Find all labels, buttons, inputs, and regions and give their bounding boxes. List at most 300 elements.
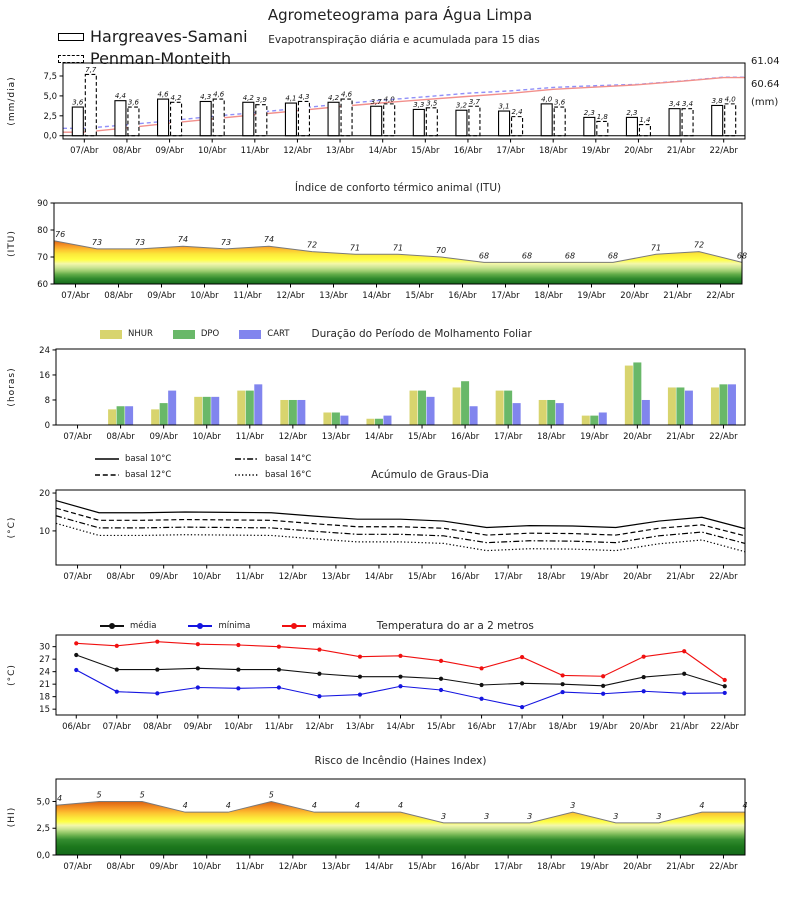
- x-tick-label: 16/Abr: [448, 291, 477, 301]
- y-tick-label: 60: [37, 280, 48, 290]
- penman-bar: [298, 101, 309, 135]
- média-marker: [723, 684, 727, 688]
- x-tick-label: 08/Abr: [104, 291, 133, 301]
- x-tick-label: 22/Abr: [709, 862, 738, 872]
- penman-bar: [725, 104, 736, 136]
- máxima-marker: [642, 655, 646, 659]
- x-tick-label: 22/Abr: [706, 291, 735, 301]
- point-value-label: 68: [521, 251, 533, 261]
- bar-value-label: 3,2: [455, 101, 468, 110]
- hargreaves-bar: [712, 105, 723, 135]
- x-tick-label: 18/Abr: [537, 862, 566, 872]
- x-tick-label: 13/Abr: [319, 291, 348, 301]
- cart-bar: [383, 416, 391, 425]
- y-tick-label: 18: [39, 692, 50, 703]
- média-marker: [561, 682, 565, 686]
- x-tick-label: 19/Abr: [580, 432, 609, 442]
- degree-day-line-dotted: [56, 523, 745, 551]
- y-tick-label: 70: [37, 253, 48, 263]
- média-marker: [601, 684, 605, 688]
- y-tick-label: 21: [39, 680, 50, 691]
- x-tick-label: 17/Abr: [493, 572, 523, 582]
- plot-border: [56, 349, 745, 425]
- x-tick-label: 09/Abr: [149, 432, 178, 442]
- dpo-bar: [117, 406, 125, 425]
- y-axis-label: (ITU): [7, 230, 17, 257]
- média-marker: [196, 666, 200, 670]
- penman-bar: [682, 109, 693, 136]
- point-value-label: 3: [613, 811, 619, 821]
- penman-bar: [426, 108, 437, 136]
- média-marker: [277, 667, 281, 671]
- y-tick-label: 2,5: [43, 111, 57, 122]
- hargreaves-bar: [584, 117, 595, 135]
- máxima-marker: [723, 678, 727, 682]
- cart-bar: [513, 403, 521, 425]
- dpo-bar: [375, 419, 383, 425]
- point-value-label: 70: [435, 246, 447, 255]
- máxima-marker: [682, 649, 686, 653]
- cart-bar: [427, 397, 435, 425]
- x-tick-label: 18/Abr: [548, 722, 577, 732]
- x-tick-label: 09/Abr: [149, 572, 178, 582]
- x-tick-label: 12/Abr: [283, 146, 312, 156]
- x-tick-label: 16/Abr: [450, 572, 480, 582]
- dpo-bar: [590, 416, 598, 425]
- x-tick-label: 15/Abr: [407, 432, 437, 442]
- hargreaves-bar: [541, 104, 552, 136]
- x-tick-label: 14/Abr: [364, 862, 394, 872]
- dpo-swatch-icon: [173, 330, 195, 339]
- média-marker: [358, 675, 362, 679]
- média-marker: [155, 667, 159, 671]
- y-tick-label: 2,5: [36, 824, 50, 835]
- mínima-marker: [155, 691, 159, 695]
- y-tick-label: 80: [37, 226, 48, 236]
- cart-bar: [125, 406, 133, 425]
- x-tick-label: 19/Abr: [580, 862, 609, 872]
- máxima-marker: [115, 644, 119, 648]
- máxima-marker: [439, 659, 443, 663]
- point-value-label: 4: [742, 801, 748, 811]
- y-axis-label: (horas): [7, 367, 17, 407]
- dpo-bar: [676, 387, 684, 425]
- x-tick-label: 21/Abr: [666, 146, 696, 156]
- dpo-bar: [289, 400, 297, 425]
- basal-10-line-sample-icon: [95, 454, 119, 464]
- mínima-marker: [642, 689, 646, 693]
- hargreaves-bar: [413, 109, 424, 135]
- média-marker: [236, 667, 240, 671]
- x-tick-label: 13/Abr: [321, 432, 351, 442]
- x-tick-label: 20/Abr: [623, 862, 652, 872]
- point-value-label: 5: [268, 790, 274, 800]
- x-tick-label: 09/Abr: [147, 291, 176, 301]
- x-tick-label: 14/Abr: [362, 291, 391, 301]
- legend-item-nhur: [100, 329, 153, 339]
- y-tick-label: 5,0: [43, 91, 57, 102]
- média-marker: [439, 677, 443, 681]
- bar-value-label: 4,2: [170, 93, 182, 102]
- dpo-bar: [461, 381, 469, 425]
- média-marker: [317, 672, 321, 676]
- cart-bar: [168, 391, 176, 425]
- dpo-bar: [504, 391, 512, 425]
- nhur-bar: [323, 412, 331, 425]
- x-tick-label: 19/Abr: [577, 291, 606, 301]
- point-value-label: 4: [225, 801, 231, 811]
- point-value-label: 74: [177, 235, 189, 245]
- x-tick-label: 06/Abr: [62, 722, 91, 732]
- nhur-bar: [582, 416, 590, 425]
- x-tick-label: 12/Abr: [276, 291, 305, 301]
- x-tick-label: 21/Abr: [666, 572, 695, 582]
- legend-label: DPO: [200, 329, 220, 339]
- x-tick-label: 17/Abr: [493, 862, 523, 872]
- máxima-marker: [196, 642, 200, 646]
- máxima-marker: [358, 655, 362, 659]
- point-value-label: 71: [650, 243, 662, 253]
- mínima-marker: [682, 691, 686, 695]
- nhur-bar: [625, 366, 633, 425]
- máxima-line: [76, 642, 724, 680]
- point-value-label: 72: [306, 240, 318, 250]
- bar-value-label: 3,8: [711, 96, 723, 105]
- média-marker: [520, 681, 524, 685]
- x-tick-label: 18/Abr: [538, 146, 568, 156]
- bar-value-label: 2,3: [583, 108, 595, 117]
- cart-bar: [685, 391, 693, 425]
- point-value-label: 68: [736, 251, 748, 261]
- dpo-bar: [160, 403, 168, 425]
- penman-bar: [384, 104, 395, 136]
- nhur-bar: [496, 391, 504, 425]
- y-tick-label: 15: [39, 705, 50, 716]
- bar-value-label: 4,2: [242, 93, 254, 102]
- x-tick-label: 13/Abr: [345, 722, 375, 732]
- x-tick-label: 18/Abr: [537, 432, 566, 442]
- y-tick-label: 0,0: [36, 851, 50, 861]
- mínima-marker: [439, 688, 443, 692]
- cart-bar: [599, 412, 607, 425]
- hargreaves-bar: [328, 102, 339, 135]
- bar-value-label: 2,3: [626, 108, 638, 117]
- cart-bar: [470, 406, 478, 425]
- bar-value-label: 3,4: [681, 100, 694, 109]
- point-value-label: 71: [349, 243, 361, 253]
- hargreaves-bar: [158, 99, 169, 136]
- cumulative-unit-label: (mm): [751, 97, 779, 108]
- bar-value-label: 4,6: [157, 90, 169, 99]
- dpo-bar: [719, 384, 727, 425]
- temperature-plot: [0, 628, 800, 738]
- temperature-title: Temperatura do ar a 2 metros: [376, 620, 534, 632]
- nhur-bar: [711, 387, 719, 425]
- x-tick-label: 10/Abr: [224, 722, 253, 732]
- y-tick-label: 8: [44, 395, 50, 406]
- bar-value-label: 4,0: [383, 95, 395, 104]
- bar-value-label: 4,4: [114, 92, 127, 101]
- dpm-legend: [100, 328, 532, 340]
- cart-bar: [254, 384, 262, 425]
- point-value-label: 5: [96, 790, 102, 800]
- y-axis-label: (°C): [7, 664, 17, 686]
- x-tick-label: 21/Abr: [666, 432, 695, 442]
- basal-14-line-sample-icon: [235, 454, 259, 464]
- penman-bar: [341, 99, 352, 136]
- dpo-bar: [418, 391, 426, 425]
- x-tick-label: 07/Abr: [63, 572, 92, 582]
- x-tick-label: 13/Abr: [321, 862, 351, 872]
- máxima-marker: [479, 666, 483, 670]
- bar-value-label: 4,2: [327, 93, 340, 102]
- x-tick-label: 22/Abr: [709, 432, 738, 442]
- page-title: Agrometeograma para Água Limpa: [267, 6, 533, 24]
- hargreaves-bar: [72, 107, 83, 136]
- bar-value-label: 3,4: [668, 100, 681, 109]
- bar-value-label: 3,5: [426, 99, 438, 108]
- legend-item-dpo: [173, 329, 219, 339]
- x-tick-label: 21/Abr: [666, 862, 695, 872]
- legend-label: média: [130, 621, 157, 631]
- legend-label: mínima: [218, 621, 251, 631]
- point-value-label: 68: [607, 251, 619, 261]
- legend-label: Hargreaves-Samani: [90, 27, 248, 46]
- legend-label: basal 16°C: [265, 470, 312, 480]
- nhur-swatch-icon: [100, 330, 122, 339]
- legend-label: basal 14°C: [265, 454, 312, 464]
- point-value-label: 76: [55, 229, 66, 239]
- nhur-bar: [108, 409, 116, 425]
- penman-bar: [85, 74, 96, 135]
- point-value-label: 4: [311, 801, 317, 811]
- y-tick-label: 10: [39, 526, 50, 537]
- bar-value-label: 2,4: [511, 108, 523, 117]
- hargreaves-bar: [626, 117, 637, 135]
- penman-bar: [512, 117, 523, 136]
- x-tick-label: 08/Abr: [106, 862, 135, 872]
- cart-bar: [556, 403, 564, 425]
- y-tick-label: 27: [39, 655, 50, 666]
- x-tick-label: 10/Abr: [192, 572, 221, 582]
- mínima-marker: [479, 697, 483, 701]
- point-value-label: 72: [693, 240, 705, 250]
- dpo-bar: [633, 362, 641, 425]
- máxima-marker: [398, 654, 402, 658]
- x-tick-label: 19/Abr: [581, 146, 611, 156]
- y-tick-label: 30: [39, 642, 50, 653]
- x-tick-label: 18/Abr: [534, 291, 563, 301]
- point-value-label: 3: [441, 811, 447, 821]
- mínima-marker: [723, 691, 727, 695]
- hargreaves-bar: [371, 106, 382, 135]
- y-axis-label: (mm/dia): [7, 76, 17, 126]
- x-tick-label: 12/Abr: [278, 432, 308, 442]
- legend-label: NHUR: [128, 329, 153, 339]
- y-axis-label: (°C): [7, 516, 17, 539]
- dpm-title: Duração do Período de Molhamento Foliar: [311, 328, 532, 340]
- nhur-bar: [410, 391, 418, 425]
- bar-value-label: 4,3: [298, 92, 310, 101]
- hargreaves-bar: [200, 101, 211, 135]
- máxima-marker: [317, 647, 321, 651]
- penman-bar: [554, 107, 565, 136]
- mínima-marker: [561, 690, 565, 694]
- x-tick-label: 19/Abr: [580, 572, 609, 582]
- x-tick-label: 07/Abr: [63, 862, 92, 872]
- nhur-bar: [194, 397, 202, 425]
- mínima-marker: [317, 694, 321, 698]
- legend-item-basal12: [95, 468, 235, 482]
- x-tick-label: 22/Abr: [709, 572, 738, 582]
- bar-value-label: 3,1: [498, 102, 510, 111]
- x-tick-label: 09/Abr: [155, 146, 184, 156]
- cart-swatch-icon: [239, 330, 261, 339]
- x-tick-label: 15/Abr: [405, 291, 434, 301]
- x-tick-label: 14/Abr: [364, 432, 394, 442]
- máxima-marker: [74, 641, 78, 645]
- x-tick-label: 17/Abr: [491, 291, 520, 301]
- y-axis-label: (HI): [7, 806, 17, 828]
- x-tick-label: 14/Abr: [386, 722, 415, 732]
- degree-days-title: Acúmulo de Graus-Dia: [371, 469, 489, 481]
- hargreaves-bar: [456, 110, 467, 135]
- basal-16-line-sample-icon: [235, 470, 259, 480]
- point-value-label: 4: [397, 801, 404, 811]
- média-marker: [398, 675, 402, 679]
- x-tick-label: 11/Abr: [264, 722, 294, 732]
- x-tick-label: 09/Abr: [183, 722, 213, 732]
- mínima-marker: [601, 692, 605, 696]
- penman-bar: [171, 102, 182, 135]
- bar-value-label: 4,1: [285, 94, 297, 103]
- legend-label: Penman-Monteith: [90, 49, 232, 68]
- média-marker: [479, 683, 483, 687]
- legend-label: máxima: [312, 621, 347, 631]
- haines-plot: [0, 772, 800, 878]
- point-value-label: 3: [570, 801, 576, 811]
- point-value-label: 4: [354, 801, 360, 811]
- penman-bar: [469, 106, 480, 135]
- degree-days-plot: [0, 484, 800, 588]
- x-tick-label: 20/Abr: [624, 146, 653, 156]
- hargreaves-bar: [669, 109, 680, 136]
- point-value-label: 3: [527, 811, 533, 821]
- x-tick-label: 20/Abr: [623, 432, 652, 442]
- x-tick-label: 20/Abr: [629, 722, 658, 732]
- legend-item-cart: [239, 329, 289, 339]
- dpo-bar: [547, 400, 555, 425]
- x-tick-label: 07/Abr: [102, 722, 131, 732]
- x-tick-label: 17/Abr: [496, 146, 525, 156]
- nhur-bar: [668, 387, 676, 425]
- point-value-label: 4: [182, 801, 188, 811]
- penman-bar: [597, 121, 608, 135]
- hargreaves-cumulative-total: 60.64: [751, 79, 780, 90]
- bar-value-label: 3,6: [554, 98, 566, 107]
- bar-value-label: 1,8: [596, 112, 608, 121]
- bar-value-label: 7,7: [85, 65, 97, 74]
- x-tick-label: 11/Abr: [235, 572, 264, 582]
- cart-bar: [728, 384, 736, 425]
- point-value-label: 4: [699, 801, 705, 811]
- x-tick-label: 15/Abr: [407, 572, 437, 582]
- bar-value-label: 4,6: [340, 90, 353, 99]
- plot-border: [56, 490, 745, 565]
- x-tick-label: 16/Abr: [467, 722, 496, 732]
- y-tick-label: 0,0: [43, 131, 57, 142]
- x-tick-label: 10/Abr: [197, 146, 227, 156]
- legend-label: basal 12°C: [125, 470, 172, 480]
- hargreaves-bar: [285, 103, 296, 136]
- point-value-label: 71: [392, 243, 404, 253]
- máxima-marker: [236, 643, 240, 647]
- média-line: [76, 655, 724, 686]
- penman-bar: [639, 125, 650, 136]
- x-tick-label: 08/Abr: [106, 432, 135, 442]
- bar-value-label: 4,0: [724, 95, 736, 104]
- penman-cumulative-total: 61.04: [751, 56, 780, 67]
- degree-day-line-solid: [56, 501, 745, 529]
- x-tick-label: 20/Abr: [623, 572, 652, 582]
- bar-value-label: 3,3: [413, 100, 425, 109]
- x-tick-label: 08/Abr: [112, 146, 142, 156]
- máxima-marker: [561, 673, 565, 677]
- eto-plot: [0, 55, 800, 167]
- point-value-label: 73: [91, 237, 103, 247]
- mínima-marker: [196, 685, 200, 689]
- legend-label: basal 10°C: [125, 454, 172, 464]
- máxima-marker: [601, 674, 605, 678]
- nhur-bar: [539, 400, 547, 425]
- y-tick-label: 24: [39, 667, 50, 678]
- bar-value-label: 3,7: [468, 97, 481, 106]
- x-tick-label: 08/Abr: [143, 722, 172, 732]
- média-marker: [74, 653, 78, 657]
- x-tick-label: 20/Abr: [620, 291, 649, 301]
- nhur-bar: [453, 387, 461, 425]
- bar-value-label: 3,6: [72, 98, 84, 107]
- mínima-marker: [398, 684, 402, 688]
- máxima-marker: [520, 655, 524, 659]
- dpo-bar: [246, 391, 254, 425]
- cart-bar: [297, 400, 305, 425]
- x-tick-label: 15/Abr: [411, 146, 440, 156]
- x-tick-label: 08/Abr: [106, 572, 135, 582]
- x-tick-label: 18/Abr: [537, 572, 566, 582]
- cart-bar: [211, 397, 219, 425]
- bar-value-label: 3,7: [370, 97, 382, 106]
- bar-value-label: 3,6: [127, 98, 140, 107]
- mínima-marker: [74, 668, 78, 672]
- dpo-bar: [332, 412, 340, 425]
- legend-item-basal14: [235, 452, 375, 466]
- basal-12-line-sample-icon: [95, 470, 119, 480]
- x-tick-label: 22/Abr: [709, 146, 738, 156]
- x-tick-label: 14/Abr: [364, 572, 394, 582]
- bar-value-label: 3,9: [255, 96, 267, 105]
- x-tick-label: 12/Abr: [278, 572, 308, 582]
- bar-value-label: 4,6: [213, 90, 225, 99]
- x-tick-label: 07/Abr: [63, 432, 92, 442]
- haines-title: Risco de Incêndio (Haines Index): [314, 755, 487, 767]
- hargreaves-bar: [115, 101, 126, 136]
- x-tick-label: 22/Abr: [710, 722, 739, 732]
- y-tick-label: 16: [39, 370, 50, 381]
- x-tick-label: 21/Abr: [670, 722, 699, 732]
- média-marker: [115, 667, 119, 671]
- x-tick-label: 19/Abr: [588, 722, 618, 732]
